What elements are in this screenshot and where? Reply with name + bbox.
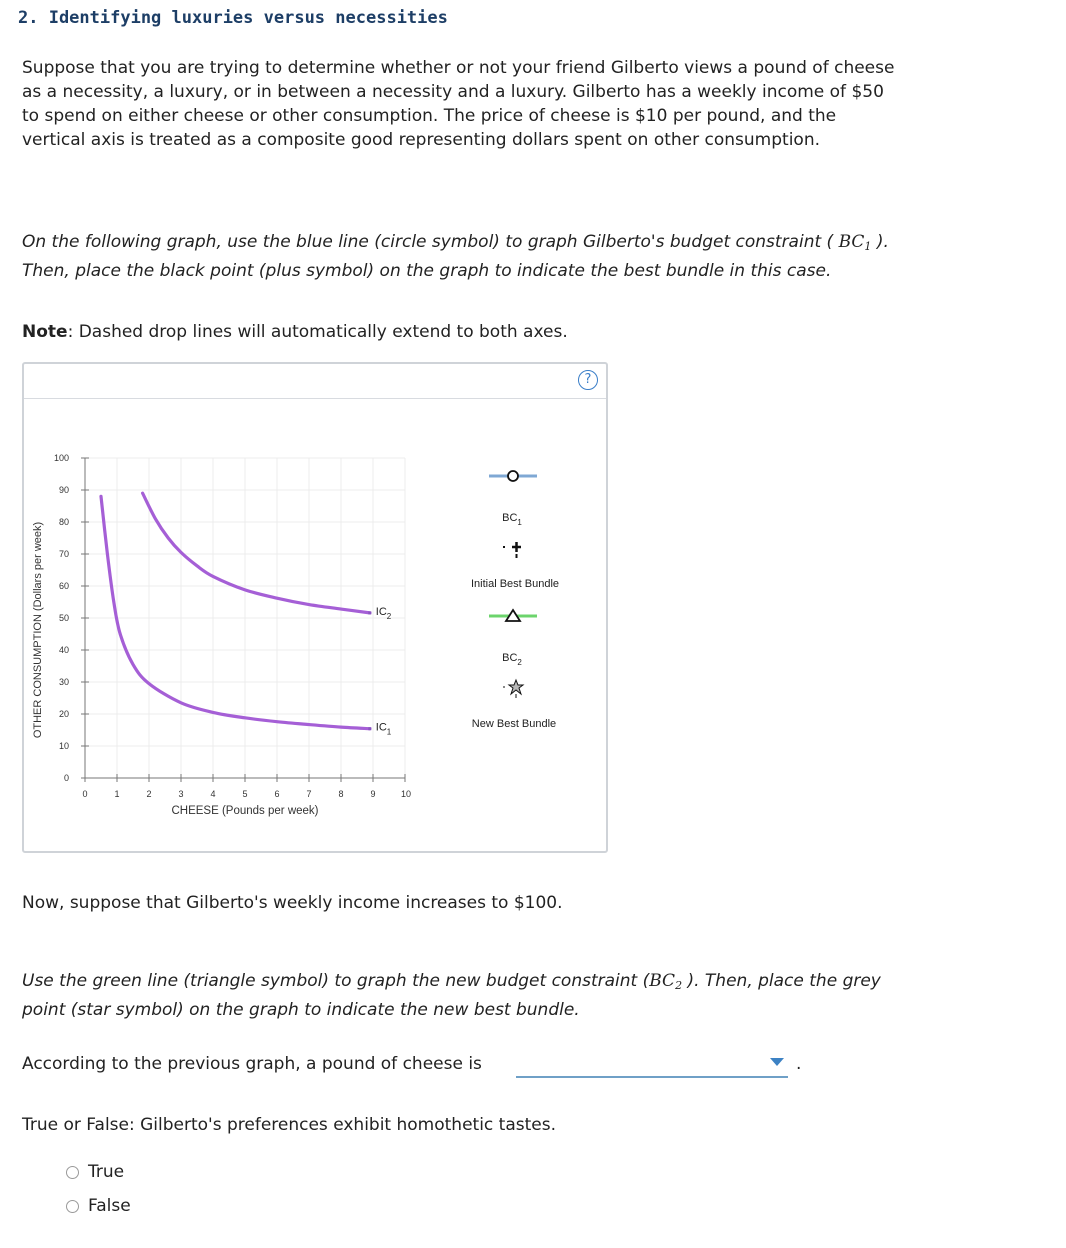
radio-label-false: False	[88, 1196, 131, 1216]
x-tick-label: 4	[210, 789, 216, 799]
legend-bc2-tool[interactable]	[489, 610, 537, 667]
grid-lines	[85, 458, 405, 778]
bc2-math-label: $BC_2$	[649, 971, 683, 992]
x-tick-label: 10	[400, 789, 412, 799]
x-tick-label: 7	[306, 789, 312, 799]
instruction-paragraph-2	[22, 969, 902, 1022]
circle-icon	[508, 471, 518, 481]
graph-canvas[interactable]	[24, 364, 608, 853]
instruction-1-text: On the following graph, use the blue line (circle symbol) to graph Gilberto's budget constraint (	[22, 232, 834, 252]
instruction-2-text: Use the green line (triangle symbol) to graph the new budget constraint (	[22, 971, 650, 991]
x-tick-label: 1	[114, 789, 120, 799]
graph-panel[interactable]	[22, 362, 608, 853]
initial-bundle-legend-label: Initial Best Bundle	[470, 578, 560, 590]
instruction-1-text-after: ). Then, place the black point (plus symbol) on the graph to indicate the best bundle in this case.	[22, 232, 889, 281]
bc1-math-label: $BC_1$	[838, 232, 872, 253]
axes	[54, 453, 411, 799]
x-axis-label: CHEESE (Pounds per week)	[171, 805, 319, 817]
note-paragraph	[22, 320, 902, 344]
cheese-type-dropdown[interactable]	[516, 1052, 788, 1078]
y-tick-label: 30	[58, 677, 69, 687]
income-change-text: Now, suppose that Gilberto's weekly income increases to $100.	[22, 893, 563, 913]
indifference-curve-2	[143, 493, 370, 613]
dropdown-prompt: According to the previous graph, a pound of cheese is	[22, 1054, 482, 1074]
legend-new-bundle-tool[interactable]	[472, 680, 556, 730]
y-tick-label: 90	[58, 485, 69, 495]
bc2-legend-label: $BC_2$	[502, 652, 522, 667]
indifference-curves	[101, 493, 392, 737]
dropdown-period: .	[796, 1054, 802, 1074]
x-tick-label: 2	[146, 789, 152, 799]
indifference-curve-label-1: $IC_1$	[375, 721, 392, 737]
radio-label-true: True	[88, 1162, 125, 1182]
x-tick-label: 3	[178, 789, 184, 799]
bc1-legend-label: $BC_1$	[502, 512, 522, 527]
legend-initial-bundle-tool[interactable]	[471, 542, 559, 590]
y-tick-label: 80	[58, 517, 69, 527]
y-tick-label: 10	[58, 741, 69, 751]
curve-end-marker	[368, 611, 371, 614]
note-bold: Note	[22, 322, 68, 342]
note-text: : Dashed drop lines will automatically extend to both axes.	[67, 322, 568, 342]
radio-button-false[interactable]	[66, 1200, 79, 1213]
y-tick-label: 100	[53, 453, 69, 463]
y-tick-label: 70	[58, 549, 69, 559]
chevron-down-icon	[770, 1058, 784, 1066]
y-tick-label: 50	[58, 613, 69, 623]
y-tick-label: 20	[58, 709, 69, 719]
y-axis-label: OTHER CONSUMPTION (Dollars per week)	[32, 521, 44, 739]
y-tick-label: 60	[58, 581, 69, 591]
star-icon	[509, 680, 523, 694]
y-tick-label: 40	[58, 645, 69, 655]
x-tick-label: 5	[242, 789, 248, 799]
y-tick-label: 0	[63, 773, 69, 783]
instruction-2-text-after: ). Then, place the grey point (star symbol) on the graph to indicate the new best bundle.	[22, 971, 881, 1020]
indifference-curve-label-2: $IC_2$	[375, 605, 392, 621]
instruction-paragraph-1	[22, 230, 902, 283]
x-tick-label: 8	[338, 789, 344, 799]
x-tick-label: 0	[82, 789, 88, 799]
true-false-question: True or False: Gilberto's preferences exhibit homothetic tastes.	[22, 1115, 556, 1135]
help-icon[interactable]: ?	[578, 370, 598, 390]
legend-bc1-tool[interactable]	[489, 471, 537, 527]
question-heading: 2. Identifying luxuries versus necessities	[18, 8, 448, 28]
x-tick-label: 6	[274, 789, 280, 799]
indifference-curve-1	[101, 496, 370, 728]
intro-paragraph: Suppose that you are trying to determine whether or not your friend Gilberto views a pound of cheese as a necessity, a luxury, or in between a necessity and a luxury. Gilberto has a weekly income of $50 to spend on either cheese or other consumption. The price of cheese is $10 per pound, and the vertical axis is treated as a composite good representing dollars spent on other consumption.	[22, 58, 895, 150]
new-bundle-legend-label: New Best Bundle	[471, 718, 557, 730]
x-tick-label: 9	[370, 789, 376, 799]
curve-end-marker	[368, 727, 371, 730]
radio-button-true[interactable]	[66, 1166, 79, 1179]
